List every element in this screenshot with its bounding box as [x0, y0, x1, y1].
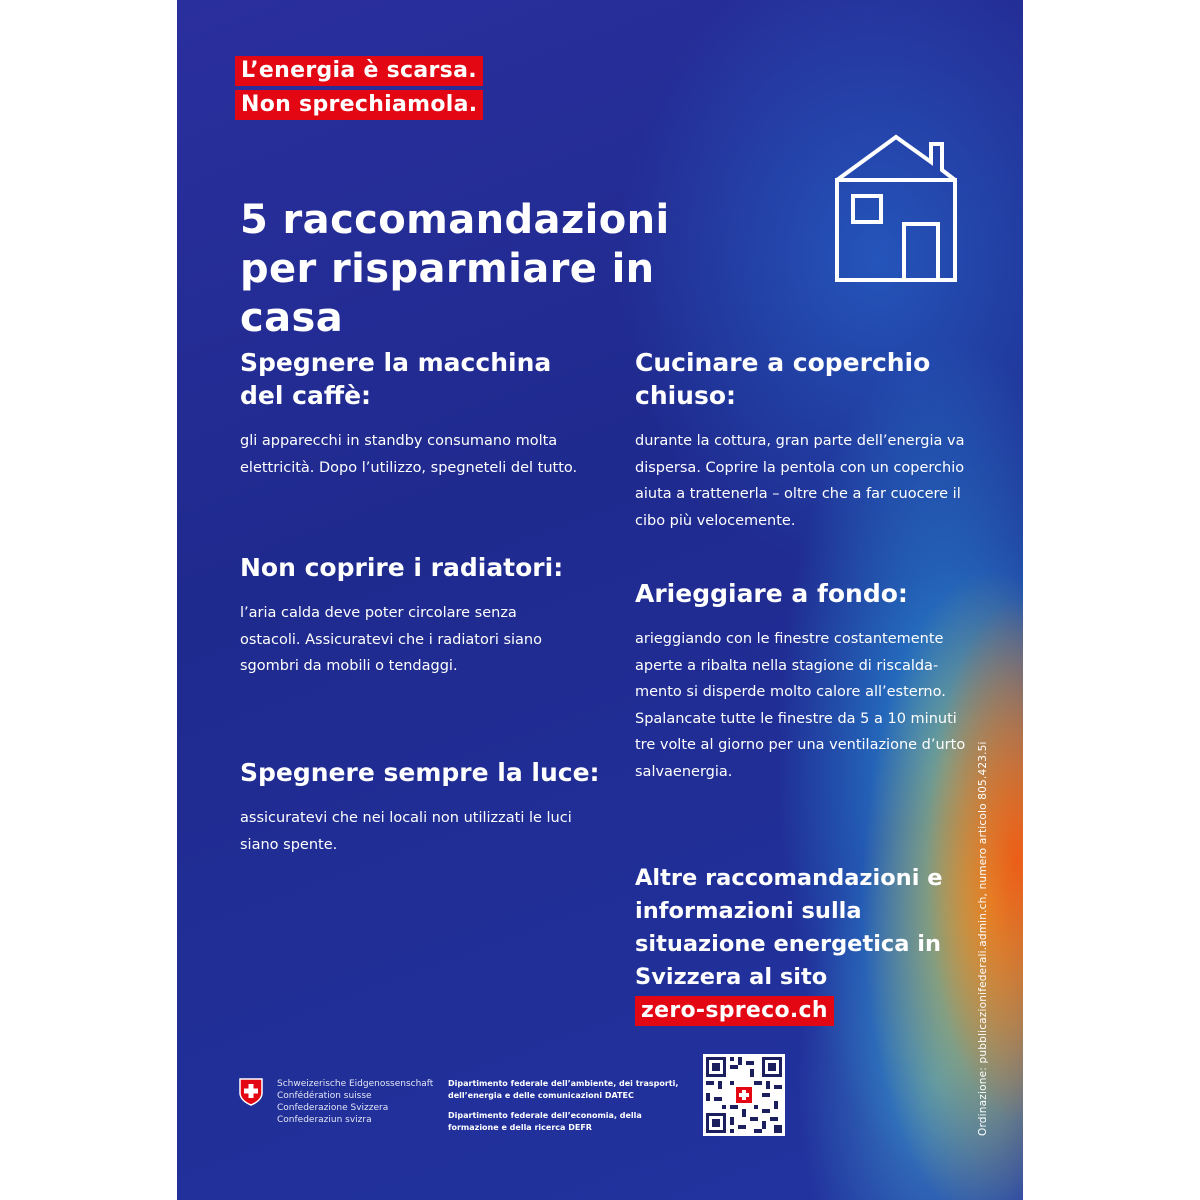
- tip-text: assicuratevi che nei locali non utilizzati le luci siano spente.: [240, 810, 572, 853]
- tagline-line-2: Non sprechiamola.: [235, 90, 483, 120]
- departments: [448, 1078, 688, 1134]
- more-info: [635, 862, 985, 1027]
- tip-heading: Non coprire i radiatori:: [240, 553, 564, 582]
- tip-radiators: [240, 551, 580, 680]
- tip-heading: Arieggiare a fondo:: [635, 579, 908, 608]
- confederation-line: Confederazione Svizzera: [277, 1103, 389, 1113]
- confederation-logo: [239, 1078, 433, 1126]
- tagline: [235, 56, 483, 124]
- department-datec: Dipartimento federale dell’ambiente, dei trasporti, dell’energia e delle comunicazioni DATEC: [448, 1079, 679, 1100]
- website-link[interactable]: zero-spreco.ch: [635, 996, 834, 1026]
- qr-code-icon[interactable]: [703, 1054, 785, 1136]
- tip-text: durante la cottura, gran parte dell’energia va dispersa. Coprire la pentola con un coperchio aiuta a trattenerla – oltre che a far cuocere il cibo più velocemente.: [635, 433, 965, 529]
- tip-heading: Spegnere sempre la luce:: [240, 758, 600, 787]
- tagline-line-1: L’energia è scarsa.: [235, 56, 483, 86]
- house-icon: [833, 132, 959, 284]
- tip-text: l’aria calda deve poter circolare senza ostacoli. Assicuratevi che i radiatori siano sgombri da mobili o tendaggi.: [240, 605, 542, 674]
- tip-heading: Cucinare a coperchio chiuso:: [635, 348, 931, 410]
- page-title: 5 raccomandazioni per risparmiare in casa: [240, 197, 670, 341]
- order-note: Ordinazione: pubblicazionifederali.admin.ch, numero articolo 805.423.5i: [977, 741, 989, 1136]
- poster: [177, 0, 1023, 1200]
- more-info-text: Altre raccomandazioni e informazioni sulla situazione energetica in Svizzera al sito: [635, 865, 943, 990]
- swiss-cross-icon: [239, 1078, 263, 1106]
- tip-cooking-lid: [635, 346, 975, 534]
- tip-coffee-machine: [240, 346, 580, 481]
- tip-text: gli apparecchi in standby consumano molta elettricità. Dopo l’utilizzo, spegneteli del tutto.: [240, 433, 578, 476]
- confederation-line: Schweizerische Eidgenossenschaft: [277, 1079, 434, 1089]
- department-defr: Dipartimento federale dell’economia, della formazione e della ricerca DEFR: [448, 1111, 642, 1132]
- tip-heading: Spegnere la macchina del caffè:: [240, 348, 552, 410]
- tip-text: arieggiando con le finestre costantemente aperte a ribalta nella stagione di riscalda-mento si disperde molto calore all’esterno. Spalancate tutte le finestre da 5 a 10 minuti tre volte al giorno per una ventilazione d’urto salvaenergia.: [635, 631, 966, 780]
- confederation-line: Confederaziun svizra: [277, 1115, 372, 1125]
- tip-ventilation: [635, 577, 980, 785]
- tip-lights: [240, 756, 600, 858]
- confederation-line: Confédération suisse: [277, 1091, 372, 1101]
